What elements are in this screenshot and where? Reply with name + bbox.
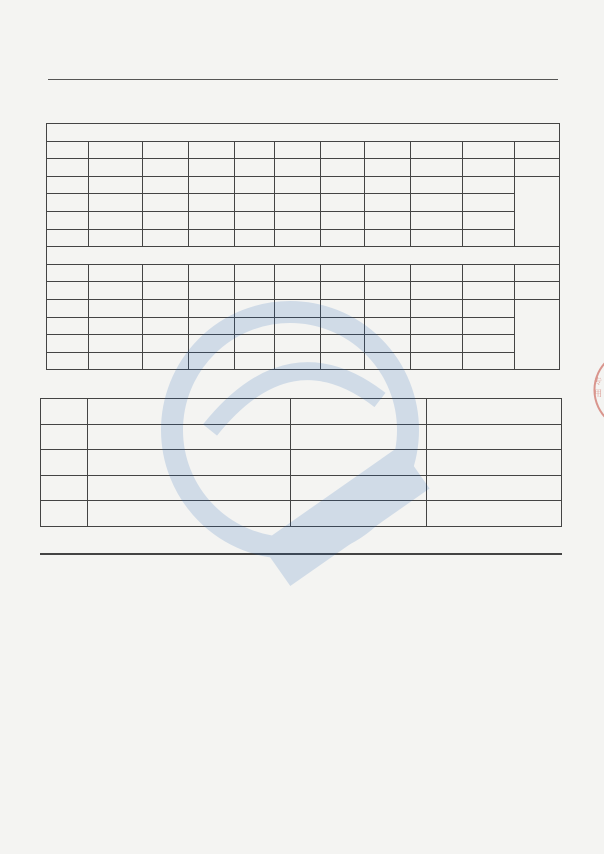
data-cell bbox=[321, 229, 365, 247]
column-header bbox=[189, 264, 235, 282]
data-cell bbox=[89, 317, 143, 335]
column-header bbox=[88, 399, 291, 425]
data-cell bbox=[235, 317, 275, 335]
data-cell bbox=[365, 194, 411, 212]
unit-cell bbox=[411, 282, 463, 300]
column-header bbox=[89, 141, 143, 159]
data-cell bbox=[427, 450, 562, 476]
unit-cell bbox=[47, 159, 89, 177]
data-cell bbox=[275, 176, 321, 194]
data-cell bbox=[235, 194, 275, 212]
data-row bbox=[47, 211, 560, 229]
data-cell bbox=[291, 450, 427, 476]
section-label bbox=[47, 247, 560, 265]
data-row bbox=[47, 194, 560, 212]
data-cell bbox=[365, 317, 411, 335]
data-cell bbox=[143, 194, 189, 212]
data-cell bbox=[41, 501, 88, 527]
data-cell bbox=[275, 352, 321, 370]
data-cell bbox=[411, 194, 463, 212]
column-header bbox=[47, 264, 89, 282]
column-header bbox=[189, 141, 235, 159]
data-cell bbox=[47, 194, 89, 212]
column-header bbox=[275, 141, 321, 159]
unit-cell bbox=[365, 282, 411, 300]
column-header bbox=[515, 264, 560, 282]
data-cell bbox=[235, 176, 275, 194]
unit-cell bbox=[411, 159, 463, 177]
data-cell bbox=[365, 352, 411, 370]
equipment-table bbox=[40, 398, 562, 527]
unit-row bbox=[47, 159, 560, 177]
unit-cell bbox=[275, 159, 321, 177]
data-cell bbox=[291, 501, 427, 527]
data-cell bbox=[41, 450, 88, 476]
data-row bbox=[47, 229, 560, 247]
data-cell bbox=[275, 299, 321, 317]
data-cell bbox=[275, 211, 321, 229]
data-cell bbox=[189, 317, 235, 335]
data-cell bbox=[189, 229, 235, 247]
unit-cell bbox=[515, 159, 560, 177]
data-cell bbox=[275, 317, 321, 335]
column-header bbox=[121, 554, 197, 555]
column-header bbox=[463, 264, 515, 282]
unit-cell bbox=[515, 282, 560, 300]
unit-cell bbox=[235, 159, 275, 177]
unit-cell bbox=[463, 282, 515, 300]
data-cell bbox=[47, 352, 89, 370]
data-cell bbox=[47, 211, 89, 229]
data-cell bbox=[365, 335, 411, 353]
data-cell bbox=[411, 211, 463, 229]
data-cell bbox=[41, 424, 88, 450]
data-cell bbox=[143, 211, 189, 229]
column-header bbox=[486, 554, 562, 555]
section-label-row bbox=[47, 124, 560, 142]
column-header bbox=[89, 264, 143, 282]
data-cell bbox=[463, 211, 515, 229]
data-cell bbox=[291, 424, 427, 450]
column-header bbox=[143, 264, 189, 282]
data-cell bbox=[411, 176, 463, 194]
data-cell bbox=[235, 211, 275, 229]
data-row bbox=[41, 475, 562, 501]
data-cell bbox=[463, 229, 515, 247]
unit-cell bbox=[89, 159, 143, 177]
section-area-cell bbox=[515, 299, 560, 369]
data-cell bbox=[189, 299, 235, 317]
data-cell bbox=[47, 335, 89, 353]
data-cell bbox=[189, 211, 235, 229]
data-cell bbox=[143, 229, 189, 247]
data-cell bbox=[365, 229, 411, 247]
column-header bbox=[41, 399, 88, 425]
svg-text:专: 专 bbox=[594, 377, 602, 386]
data-cell bbox=[427, 475, 562, 501]
column-header bbox=[275, 264, 321, 282]
column-header bbox=[77, 554, 121, 555]
column-header bbox=[411, 264, 463, 282]
data-cell bbox=[89, 176, 143, 194]
column-header bbox=[365, 264, 411, 282]
unit-cell bbox=[321, 159, 365, 177]
data-cell bbox=[321, 176, 365, 194]
data-cell bbox=[411, 335, 463, 353]
data-cell bbox=[321, 299, 365, 317]
data-cell bbox=[321, 317, 365, 335]
data-cell bbox=[463, 335, 515, 353]
data-cell bbox=[143, 299, 189, 317]
column-header bbox=[41, 554, 77, 555]
data-cell bbox=[321, 194, 365, 212]
data-cell bbox=[47, 229, 89, 247]
data-cell bbox=[47, 176, 89, 194]
data-cell bbox=[463, 317, 515, 335]
data-cell bbox=[89, 229, 143, 247]
data-cell bbox=[275, 229, 321, 247]
data-cell bbox=[143, 335, 189, 353]
data-cell bbox=[189, 335, 235, 353]
seal-stamp bbox=[588, 360, 604, 420]
column-header bbox=[365, 141, 411, 159]
column-header bbox=[143, 141, 189, 159]
data-cell bbox=[427, 424, 562, 450]
data-cell bbox=[88, 501, 291, 527]
basis-table bbox=[40, 553, 562, 555]
data-cell bbox=[235, 352, 275, 370]
data-cell bbox=[47, 317, 89, 335]
data-row bbox=[47, 317, 560, 335]
data-cell bbox=[365, 176, 411, 194]
data-cell bbox=[427, 501, 562, 527]
unit-cell bbox=[143, 282, 189, 300]
data-cell bbox=[89, 335, 143, 353]
section-area-cell bbox=[515, 176, 560, 246]
data-cell bbox=[411, 352, 463, 370]
data-cell bbox=[291, 475, 427, 501]
data-cell bbox=[189, 194, 235, 212]
data-cell bbox=[88, 450, 291, 476]
unit-row bbox=[47, 282, 560, 300]
unit-cell bbox=[189, 282, 235, 300]
data-row bbox=[47, 299, 560, 317]
column-header bbox=[47, 141, 89, 159]
results-table bbox=[46, 123, 560, 370]
data-cell bbox=[88, 475, 291, 501]
data-row bbox=[41, 424, 562, 450]
header-row bbox=[47, 141, 560, 159]
unit-cell bbox=[143, 159, 189, 177]
data-row bbox=[41, 450, 562, 476]
data-cell bbox=[411, 299, 463, 317]
column-header bbox=[235, 264, 275, 282]
header-row bbox=[47, 264, 560, 282]
data-cell bbox=[235, 229, 275, 247]
unit-cell bbox=[189, 159, 235, 177]
column-header bbox=[321, 141, 365, 159]
data-cell bbox=[365, 299, 411, 317]
header-row bbox=[41, 554, 562, 555]
data-cell bbox=[411, 317, 463, 335]
section-label bbox=[47, 124, 560, 142]
unit-cell bbox=[463, 159, 515, 177]
svg-text:用: 用 bbox=[594, 389, 602, 398]
column-header bbox=[411, 141, 463, 159]
unit-cell bbox=[321, 282, 365, 300]
unit-cell bbox=[275, 282, 321, 300]
header-rule bbox=[48, 79, 558, 80]
unit-cell bbox=[89, 282, 143, 300]
data-cell bbox=[275, 194, 321, 212]
column-header bbox=[291, 399, 427, 425]
section-label-row bbox=[47, 247, 560, 265]
data-cell bbox=[41, 475, 88, 501]
data-cell bbox=[411, 229, 463, 247]
data-cell bbox=[463, 299, 515, 317]
data-cell bbox=[275, 335, 321, 353]
data-row bbox=[47, 335, 560, 353]
column-header bbox=[427, 399, 562, 425]
data-cell bbox=[143, 176, 189, 194]
data-row bbox=[41, 501, 562, 527]
data-cell bbox=[365, 211, 411, 229]
data-cell bbox=[189, 176, 235, 194]
data-cell bbox=[89, 211, 143, 229]
data-cell bbox=[321, 335, 365, 353]
header-row bbox=[41, 399, 562, 425]
unit-cell bbox=[365, 159, 411, 177]
data-cell bbox=[463, 194, 515, 212]
data-cell bbox=[463, 352, 515, 370]
data-cell bbox=[143, 352, 189, 370]
data-cell bbox=[89, 352, 143, 370]
data-row bbox=[47, 176, 560, 194]
column-header bbox=[197, 554, 486, 555]
data-cell bbox=[321, 352, 365, 370]
column-header bbox=[321, 264, 365, 282]
data-cell bbox=[47, 299, 89, 317]
data-cell bbox=[189, 352, 235, 370]
data-cell bbox=[321, 211, 365, 229]
data-cell bbox=[463, 176, 515, 194]
data-cell bbox=[143, 317, 189, 335]
data-cell bbox=[89, 194, 143, 212]
unit-cell bbox=[47, 282, 89, 300]
column-header bbox=[463, 141, 515, 159]
column-header bbox=[515, 141, 560, 159]
data-cell bbox=[235, 335, 275, 353]
unit-cell bbox=[235, 282, 275, 300]
data-row bbox=[47, 352, 560, 370]
data-cell bbox=[88, 424, 291, 450]
column-header bbox=[235, 141, 275, 159]
data-cell bbox=[89, 299, 143, 317]
data-cell bbox=[235, 299, 275, 317]
